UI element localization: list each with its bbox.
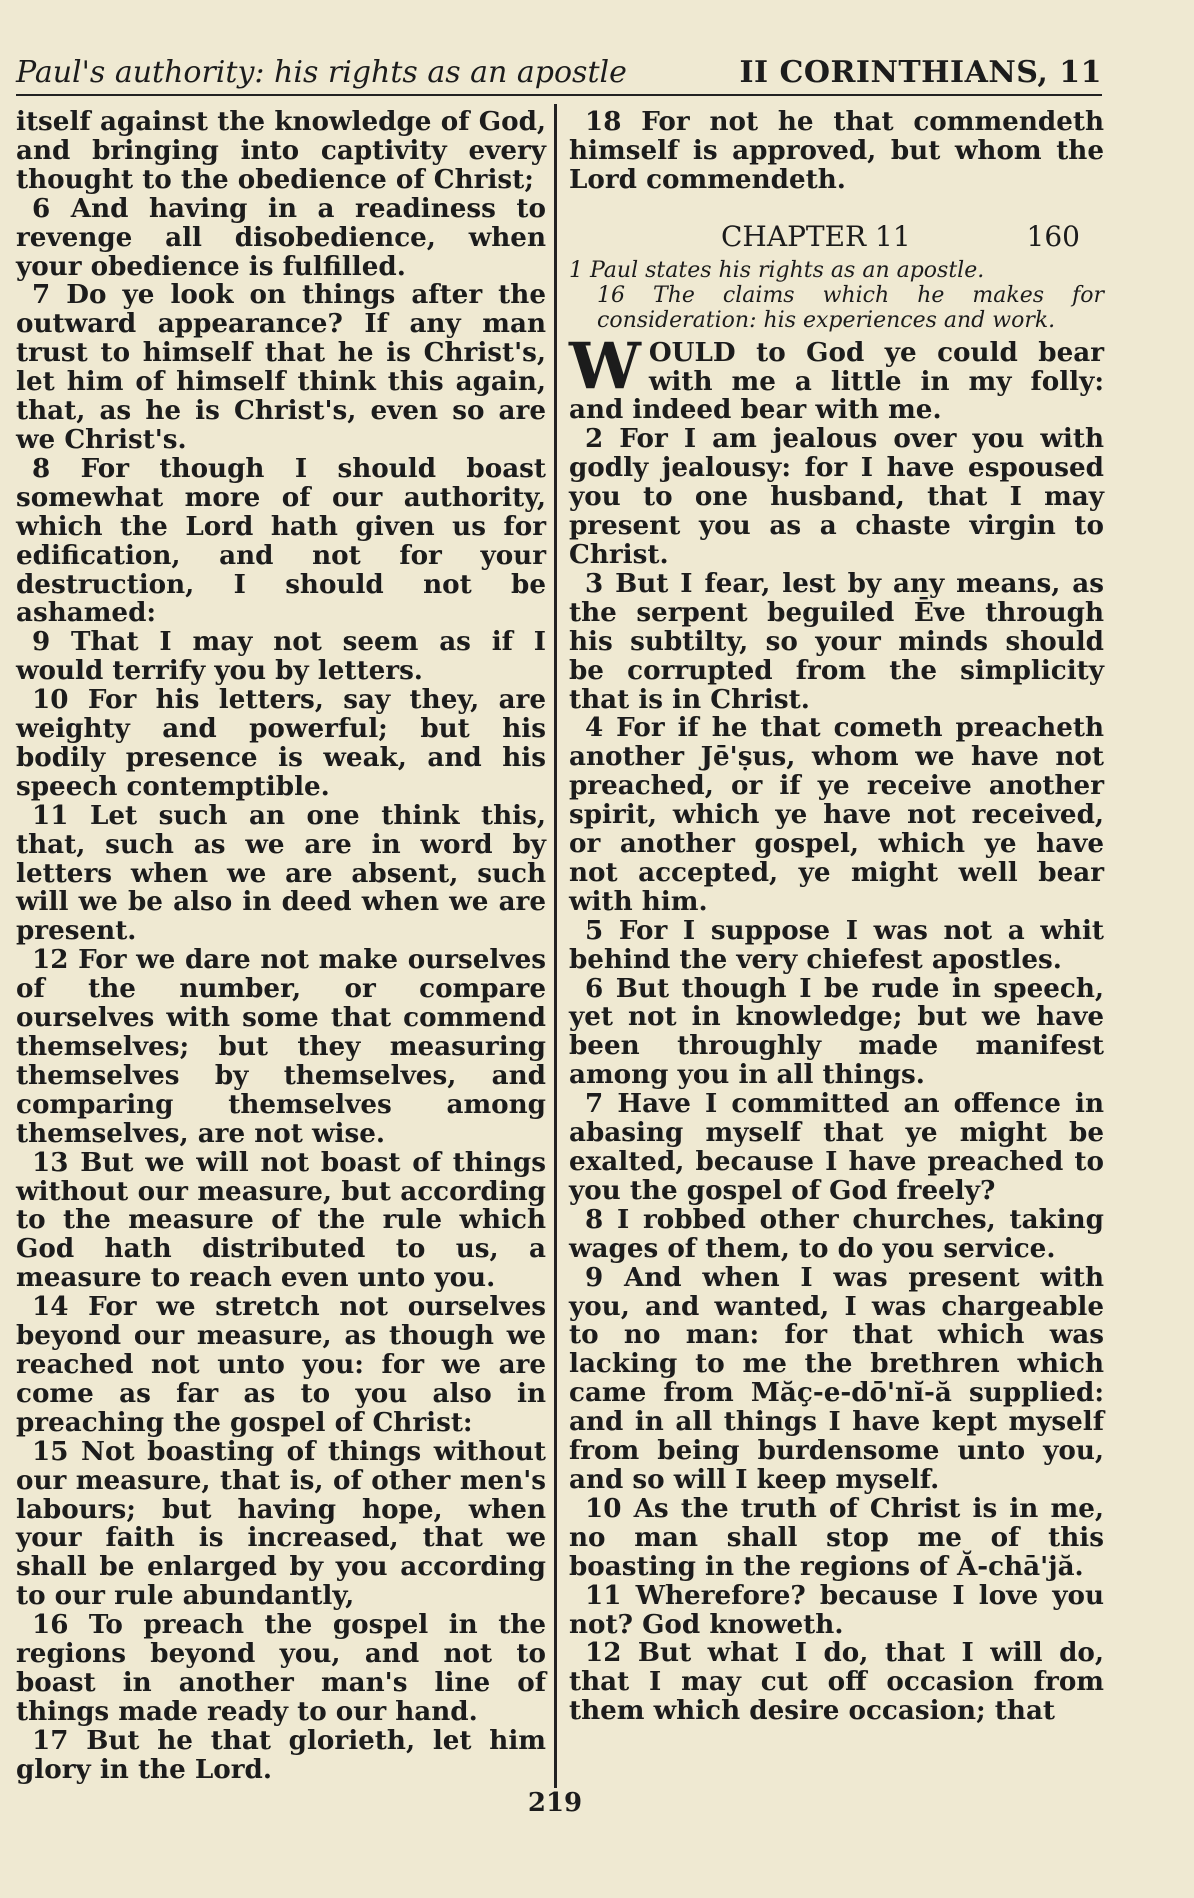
drop-cap-letter: W: [569, 328, 641, 404]
verse: 4 For if he that cometh preacheth another Jē'ṣus, whom we have not preached, or if ye receive another spirit, which ye have not received, or another gospel, which ye have not accepted, ye might well bear with him.: [569, 712, 1104, 917]
verse-1: [569, 328, 1104, 426]
verse: 15 Not boasting of things without our measure, that is, of other men's labours; but having hope, when your faith is increased, that we shall be enlarged by you according to our rule abundantly,: [16, 1435, 546, 1612]
verse: 5 For I suppose I was not a whit behind the very chiefest apostles.: [569, 914, 1104, 975]
verse: 8 For though I should boast somewhat more of our authority, which the Lord hath given us for edification, and not for your destruction, I should not be ashamed:: [16, 452, 546, 629]
verse: 11 Wherefore? because I love you not? God knoweth.: [569, 1579, 1104, 1640]
verse: 10 For his letters, say they, are weighty and powerful; but his bodily presence is weak, and his speech contemptible.: [16, 684, 546, 802]
right-column-top-verses: [569, 108, 1104, 195]
verse: 9 And when I was present with you, and wanted, I was chargeable to no man: for that which was lacking to me the brethren which came from Măç-e-dō'nĭ-ă supplied: and in all things I have kept myself from being burdensome unto you, and so will I keep myself.: [569, 1261, 1104, 1495]
verse: 2 For I am jealous over you with godly jealousy: for I have espoused you to one husband, that I may present you as a chaste virgin to Christ.: [569, 423, 1104, 570]
verse: 3 But I fear, lest by any means, as the serpent beguiled Ēve through his subtilty, so your minds should be corrupted from the simplicity that is in Christ.: [569, 567, 1104, 715]
running-header: [16, 48, 1102, 96]
verse: 9 That I may not seem as if I would terrify you by letters.: [16, 626, 546, 687]
right-column-verses: [569, 425, 1104, 1726]
verse: 16 To preach the gospel in the regions beyond you, and not to boast in another man's line of things made ready to our hand.: [16, 1609, 546, 1727]
verse: 7 Do ye look on things after the outward appearance? If any man trust to himself that he is Christ's, let him of himself think this again, that, as he is Christ's, even so are we Christ's.: [16, 279, 546, 455]
header-book-chapter: II CORINTHIANS, 11: [739, 55, 1102, 90]
chapter-title: CHAPTER 11: [721, 219, 911, 253]
verse: 6 But though I be rude in speech, yet not in knowledge; but we have been throughly made manifest among you in all things.: [569, 972, 1104, 1091]
verse: 14 For we stretch not ourselves beyond our measure, as though we reached not unto you: for we are come as far as to you also in preaching the gospel of Christ:: [16, 1291, 546, 1438]
verse: 6 And having in a readiness to revenge all disobedience, when your obedience is fulfilled.: [16, 192, 546, 282]
verse: itself against the knowledge of God, and bringing into captivity every thought to the obedience of Christ;: [16, 106, 546, 195]
verse: 11 Let such an one think this, that, such as we are in word by letters when we are absent, such will we be also in deed when we are present.: [16, 799, 546, 947]
column-divider: [554, 104, 557, 1788]
summary-line-2: 16 The claims which he makes for consideration: his experiences and work.: [597, 282, 1104, 333]
summary-line-1: 1 Paul states his rights as an apostle.: [569, 257, 985, 283]
chapter-heading: [569, 219, 1104, 253]
page-number: 219: [527, 1788, 583, 1818]
verse: 10 As the truth of Christ is in me, no man shall stop me of this boasting in the regions of Ă-chā'jă.: [569, 1492, 1104, 1582]
verse-1-text: OULD to God ye could bear with me a little in my folly: and indeed bear with me.: [569, 336, 1104, 426]
verse: 13 But we will not boast of things without our measure, but according to the measure of the rule which God hath distributed to us, a measure to reach even unto you.: [16, 1146, 546, 1294]
verse: 18 For not he that commendeth himself is approved, but whom the Lord commendeth.: [569, 106, 1104, 195]
verse: 17 But he that glorieth, let him glory in the Lord.: [16, 1724, 546, 1785]
verse: 12 For we dare not make ourselves of the number, or compare ourselves with some that commend themselves; but they measuring themselves by themselves, and comparing themselves among themselves, are not wise.: [16, 944, 546, 1149]
verse: 8 I robbed other churches, taking wages of them, to do you service.: [569, 1203, 1104, 1264]
header-topic: Paul's authority: his rights as an apostle: [16, 55, 627, 90]
verse: 7 Have I committed an offence in abasing myself that ye might be exalted, because I have preached to you the gospel of God freely?: [569, 1088, 1104, 1206]
chapter-summary: [569, 258, 1104, 333]
verse: 12 But what I do, that I will do, that I may cut off occasion from them which desire occasion; that: [569, 1637, 1104, 1727]
chapter-ref-number: 160: [1026, 219, 1080, 253]
right-column: [569, 108, 1104, 1726]
left-column: [16, 108, 546, 1785]
